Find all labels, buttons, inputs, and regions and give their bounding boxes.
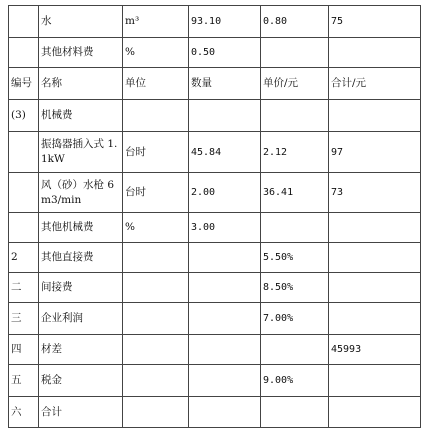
cell-unit xyxy=(123,243,189,273)
header-price: 单价/元 xyxy=(261,68,329,100)
table-row xyxy=(9,365,421,397)
cell-qty xyxy=(189,100,261,132)
cell-price xyxy=(261,100,329,132)
table-row xyxy=(9,397,421,428)
cell-no: 2 xyxy=(9,243,39,273)
header-name: 名称 xyxy=(39,68,123,100)
cell-price: 7.00% xyxy=(261,303,329,335)
cell-total xyxy=(329,303,421,335)
cell-qty: 0.50 xyxy=(189,38,261,68)
cell-unit: % xyxy=(123,213,189,243)
cell-price: 5.50% xyxy=(261,243,329,273)
cell-price xyxy=(261,213,329,243)
table-row xyxy=(9,132,421,173)
cell-qty: 2.00 xyxy=(189,173,261,213)
cell-price: 36.41 xyxy=(261,173,329,213)
cell-name: 企业利润 xyxy=(39,303,123,335)
cell-total xyxy=(329,100,421,132)
cell-name: 水 xyxy=(39,6,123,38)
table-row xyxy=(9,173,421,213)
cell-no: 六 xyxy=(9,397,39,428)
cell-unit xyxy=(123,303,189,335)
header-no: 编号 xyxy=(9,68,39,100)
cell-total xyxy=(329,38,421,68)
cell-unit: % xyxy=(123,38,189,68)
cell-price: 9.00% xyxy=(261,365,329,397)
table-row xyxy=(9,38,421,68)
table-row xyxy=(9,100,421,132)
cell-total: 97 xyxy=(329,132,421,173)
cell-qty xyxy=(189,335,261,365)
cell-total xyxy=(329,243,421,273)
header-total: 合计/元 xyxy=(329,68,421,100)
table-row xyxy=(9,243,421,273)
cell-unit: 台时 xyxy=(123,173,189,213)
cell-no: 二 xyxy=(9,273,39,303)
cell-no xyxy=(9,38,39,68)
table-row xyxy=(9,303,421,335)
cell-unit xyxy=(123,273,189,303)
header-qty: 数量 xyxy=(189,68,261,100)
cell-name: 振捣器插入式 1.1kW xyxy=(39,132,123,173)
cell-no: 三 xyxy=(9,303,39,335)
table-row xyxy=(9,335,421,365)
cell-name: 其他材料费 xyxy=(39,38,123,68)
cell-qty: 45.84 xyxy=(189,132,261,173)
cell-name: 机械费 xyxy=(39,100,123,132)
cell-total xyxy=(329,213,421,243)
cell-name: 间接费 xyxy=(39,273,123,303)
cell-total: 45993 xyxy=(329,335,421,365)
cell-name: 其他直接费 xyxy=(39,243,123,273)
cell-name: 材差 xyxy=(39,335,123,365)
cell-qty xyxy=(189,365,261,397)
table-row xyxy=(9,273,421,303)
cell-no: (3) xyxy=(9,100,39,132)
cell-unit xyxy=(123,397,189,428)
header-unit: 单位 xyxy=(123,68,189,100)
cell-no xyxy=(9,213,39,243)
cell-qty xyxy=(189,397,261,428)
cell-no xyxy=(9,6,39,38)
cell-price xyxy=(261,38,329,68)
cell-qty xyxy=(189,243,261,273)
cell-total xyxy=(329,273,421,303)
cell-name: 其他机械费 xyxy=(39,213,123,243)
cell-no xyxy=(9,132,39,173)
cell-total: 73 xyxy=(329,173,421,213)
cell-price: 8.50% xyxy=(261,273,329,303)
cell-qty: 93.10 xyxy=(189,6,261,38)
cell-total xyxy=(329,365,421,397)
cell-no: 四 xyxy=(9,335,39,365)
cell-total: 75 xyxy=(329,6,421,38)
cell-qty: 3.00 xyxy=(189,213,261,243)
cell-total xyxy=(329,397,421,428)
cell-qty xyxy=(189,273,261,303)
table-header-row xyxy=(9,68,421,100)
cell-no: 五 xyxy=(9,365,39,397)
cell-unit xyxy=(123,100,189,132)
cell-name: 税金 xyxy=(39,365,123,397)
cost-table xyxy=(8,5,421,428)
cell-price: 0.80 xyxy=(261,6,329,38)
table-row xyxy=(9,213,421,243)
cell-no xyxy=(9,173,39,213)
cell-unit: 台时 xyxy=(123,132,189,173)
cell-price: 2.12 xyxy=(261,132,329,173)
cell-price xyxy=(261,397,329,428)
table-row xyxy=(9,6,421,38)
cell-name: 风（砂）水枪 6m3/min xyxy=(39,173,123,213)
cell-unit xyxy=(123,335,189,365)
cell-price xyxy=(261,335,329,365)
cell-qty xyxy=(189,303,261,335)
cell-unit xyxy=(123,365,189,397)
cell-name: 合计 xyxy=(39,397,123,428)
cell-unit: m³ xyxy=(123,6,189,38)
